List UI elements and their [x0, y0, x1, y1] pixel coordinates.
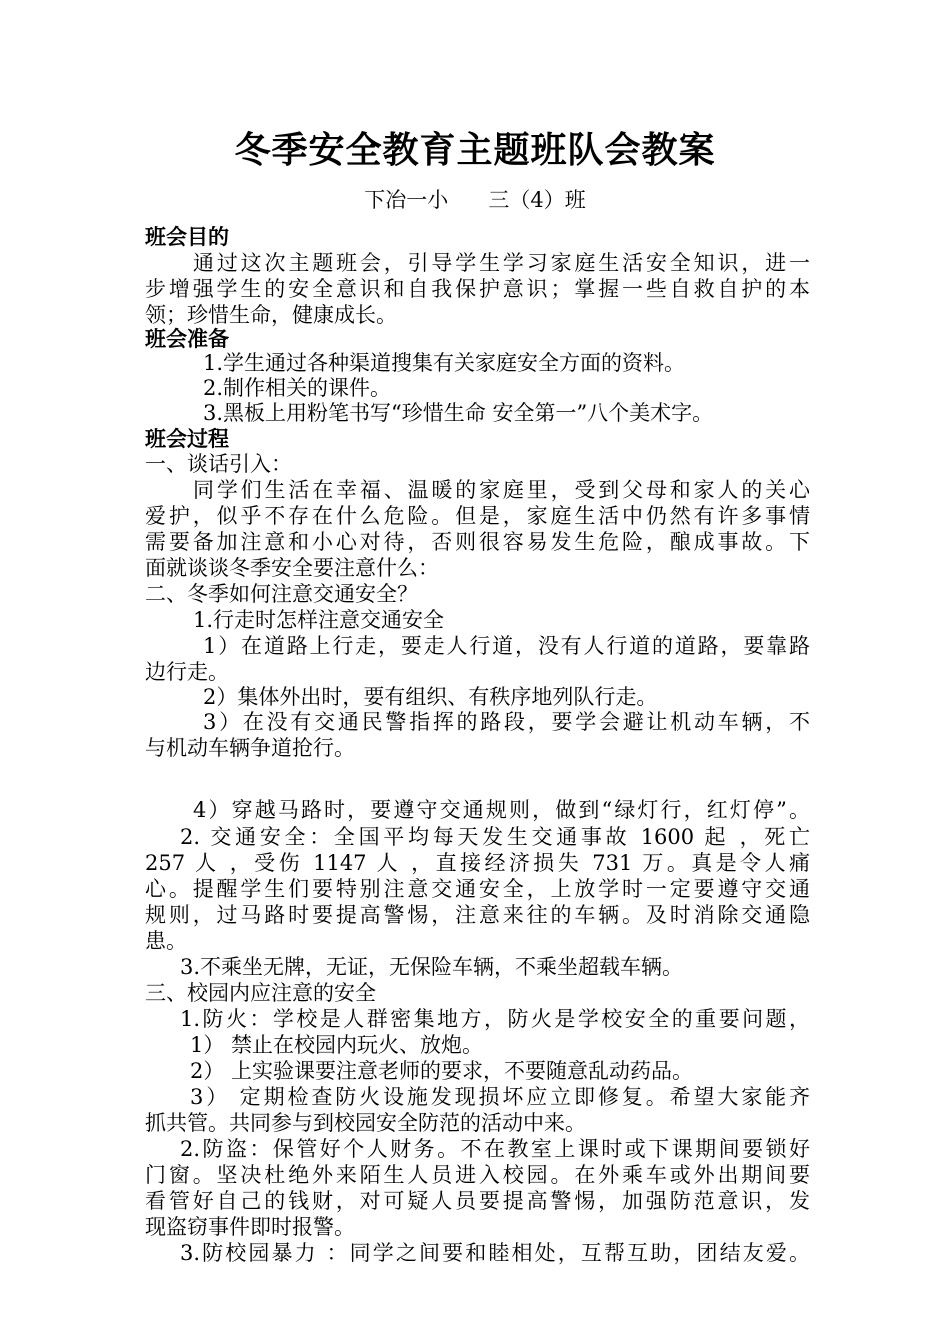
list-item: 1.学生通过各种渠道搜集有关家庭安全方面的资料。 [203, 351, 686, 375]
list-item: 1.行走时怎样注意交通安全 [193, 608, 445, 632]
subsection-heading: 一、谈话引入： [145, 452, 292, 476]
paragraph-line: 领；珍惜生命，健康成长。 [145, 303, 397, 327]
document-subtitle: 下冶一小 三（4）班 [364, 188, 586, 212]
paragraph-line: 3）在没有交通民警指挥的路段，要学会避让机动车辆，不 [203, 710, 810, 734]
paragraph-line: 3） 定期检查防火设施发现损坏应立即修复。希望大家能齐 [190, 1085, 810, 1109]
subsection-heading: 三、校园内应注意的安全 [145, 981, 376, 1005]
paragraph-line: 面就谈谈冬季安全要注意什么： [145, 556, 439, 580]
paragraph-line: 3.防校园暴力 ：同学之间要和睦相处，互帮互助，团结友爱。 [180, 1241, 810, 1265]
subsection-heading: 二、冬季如何注意交通安全？ [145, 582, 418, 606]
list-item: 3.不乘坐无牌，无证，无保险车辆，不乘坐超载车辆。 [180, 955, 684, 979]
paragraph-line: 心。提醒学生们要特别注意交通安全，上放学时一定要遵守交通 [145, 877, 810, 901]
paragraph-line: 门窗。坚决杜绝外来陌生人员进入校园。在外乘车或外出期间要 [145, 1163, 810, 1187]
list-item: 2）集体外出时，要有组织、有秩序地列队行走。 [203, 685, 658, 709]
section-heading-preparation: 班会准备 [145, 326, 229, 351]
paragraph-line: 步增强学生的安全意识和自我保护意识；掌握一些自救自护的本 [145, 277, 810, 301]
paragraph-line: 现盗窃事件即时报警。 [145, 1215, 355, 1239]
paragraph-line: 规则，过马路时要提高警惕，注意来往的车辆。及时消除交通隐 [145, 903, 810, 927]
paragraph-line: 看管好自己的钱财，对可疑人员要提高警惕，加强防范意识，发 [145, 1189, 810, 1213]
paragraph-line: 257 人 ，受伤 1147 人 ，直接经济损失 731 万。真是令人痛 [145, 851, 810, 875]
list-item: 2.制作相关的课件。 [203, 376, 392, 400]
paragraph-line: 与机动车辆争道抢行。 [145, 736, 355, 760]
paragraph-line: 1.防火：学校是人群密集地方，防火是学校安全的重要问题， [180, 1007, 810, 1031]
paragraph-line: 需要备加注意和小心对待，否则很容易发生危险，酿成事故。下 [145, 530, 810, 554]
paragraph-line: 2.防盗：保管好个人财务。不在教室上课时或下课期间要锁好 [180, 1137, 810, 1161]
paragraph-line: 通过这次主题班会，引导学生学习家庭生活安全知识，进一 [193, 251, 810, 275]
paragraph-line: 患。 [145, 929, 187, 953]
paragraph-line: 2. 交通安全：全国平均每天发生交通事故 1600 起 ，死亡 [180, 825, 810, 849]
paragraph-line: 抓共管。共同参与到校园安全防范的活动中来。 [145, 1111, 586, 1135]
list-item: 4）穿越马路时，要遵守交通规则，做到“绿灯行，红灯停”。 [193, 798, 810, 822]
list-item: 3.黑板上用粉笔书写“珍惜生命 安全第一”八个美术字。 [203, 401, 714, 425]
list-item: 2） 上实验课要注意老师的要求，不要随意乱动药品。 [190, 1059, 694, 1083]
paragraph-line: 同学们生活在幸福、温暖的家庭里，受到父母和家人的关心 [193, 478, 810, 502]
paragraph-line: 边行走。 [145, 660, 229, 684]
paragraph-line: 爱护，似乎不存在什么危险。但是，家庭生活中仍然有许多事情 [145, 504, 810, 528]
section-heading-process: 班会过程 [145, 426, 229, 451]
list-item: 1） 禁止在校园内玩火、放炮。 [190, 1033, 484, 1057]
document-title: 冬季安全教育主题班队会教案 [234, 129, 716, 171]
section-heading-purpose: 班会目的 [145, 224, 229, 249]
paragraph-line: 1）在道路上行走，要走人行道，没有人行道的道路，要靠路 [203, 634, 810, 658]
